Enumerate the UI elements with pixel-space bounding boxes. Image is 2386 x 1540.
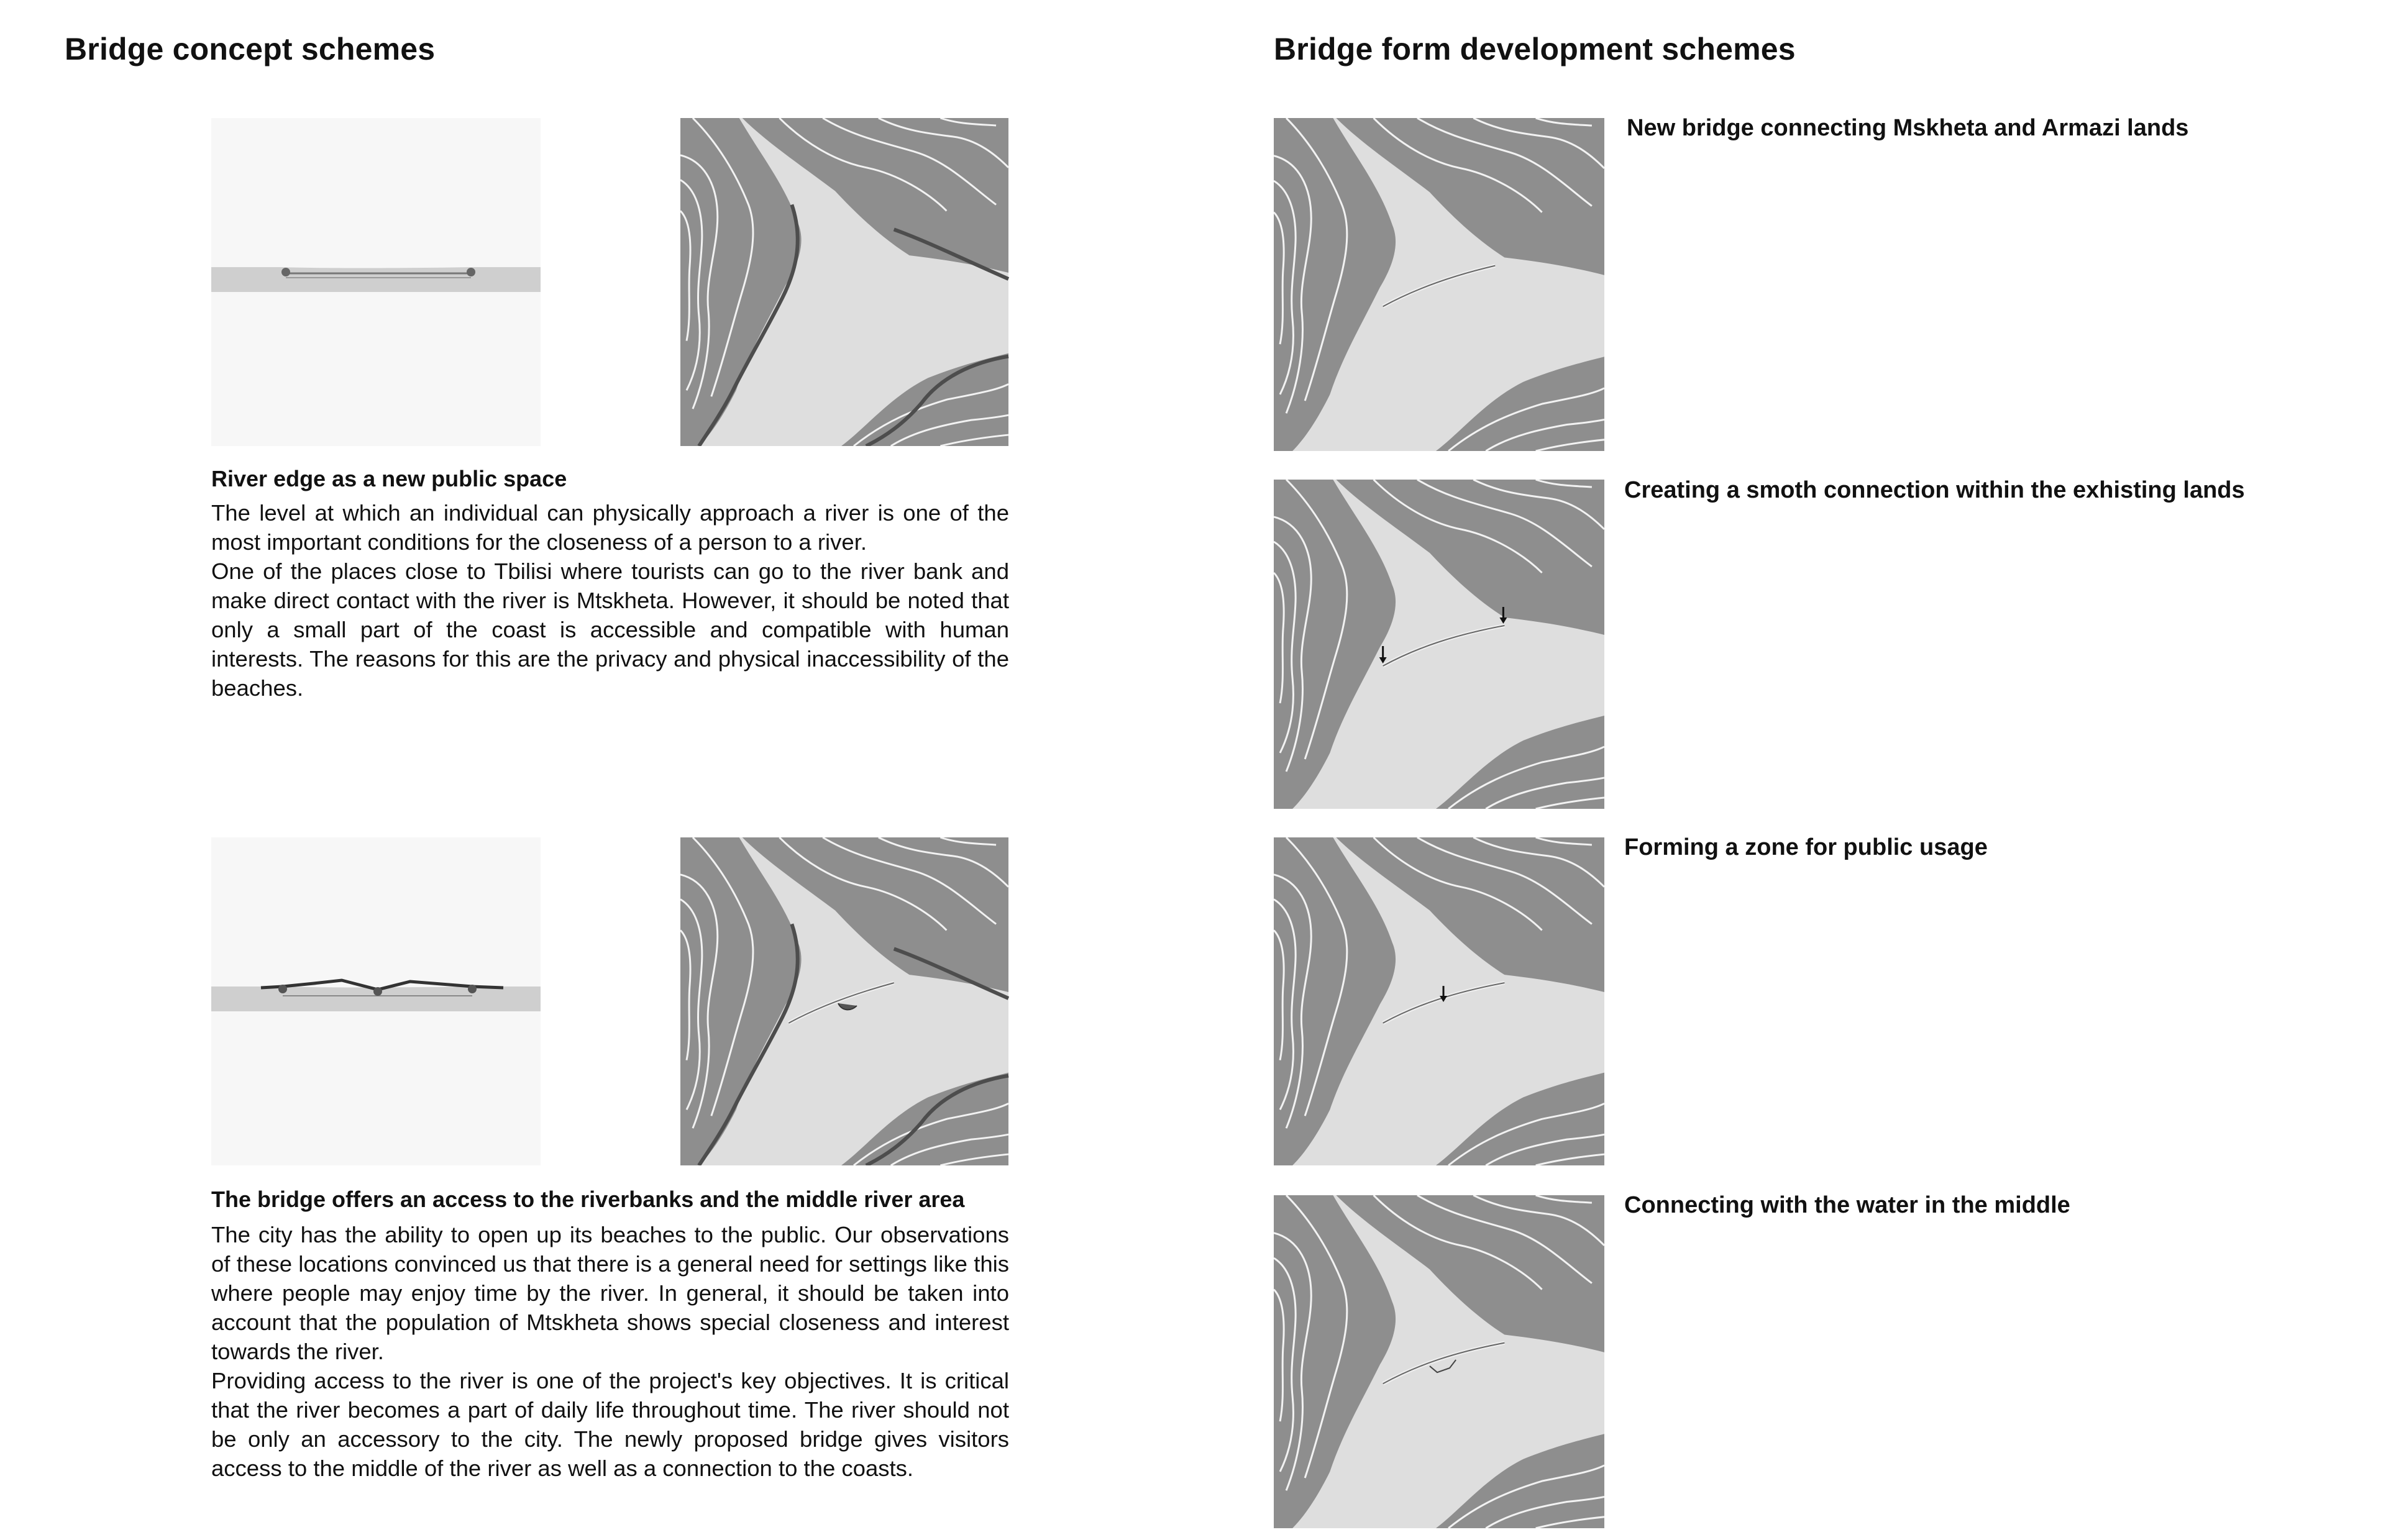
- form-map-1: [1274, 118, 1604, 451]
- section-2-subheading: The bridge offers an access to the riverbanks and the middle river area: [211, 1187, 965, 1212]
- section-2-paragraph-1: The city has the ability to open up its beaches to the public. Our observations of these locations convinced us that there is a general need for settings like this where people may enjoy time by the river. In general, it should be taken into account that the population of Mtskheta shows special closeness and interest towards the river.: [211, 1222, 1009, 1364]
- section-diagram-1: [211, 118, 541, 446]
- left-heading: Bridge concept schemes: [65, 32, 436, 66]
- section-2-body: [211, 1220, 1009, 1483]
- site-map-2: [680, 837, 1009, 1165]
- form-map-4: [1274, 1195, 1604, 1528]
- right-heading: Bridge form development schemes: [1274, 32, 1796, 66]
- form-caption-2: Creating a smoth connection within the exhisting lands: [1624, 477, 2245, 503]
- section-1-paragraph-2: One of the places close to Tbilisi where tourists can go to the river bank and make direct contact with the river is Mtskheta. However, it should be noted that only a small part of the coast is accessible and compatible with human interests. The reasons for this are the privacy and physical inaccessibility of the beaches.: [211, 558, 1009, 701]
- form-caption-1: New bridge connecting Mskheta and Armazi lands: [1627, 115, 2189, 141]
- form-caption-3: Forming a zone for public usage: [1624, 834, 1988, 860]
- section-diagram-2: [211, 837, 541, 1165]
- form-map-3: [1274, 837, 1604, 1165]
- form-caption-4: Connecting with the water in the middle: [1624, 1192, 2070, 1218]
- section-1-subheading: River edge as a new public space: [211, 466, 567, 491]
- section-2-paragraph-2: Providing access to the river is one of the project's key objectives. It is critical that the river becomes a part of daily life throughout time. The river should not be only an accessory to the city. The newly proposed bridge gives visitors access to the middle of the river as well as a connection to the coasts.: [211, 1368, 1009, 1481]
- section-1-body: [211, 498, 1009, 703]
- form-map-2: [1274, 480, 1604, 809]
- section-1-paragraph-1: The level at which an individual can physically approach a river is one of the most important conditions for the closeness of a person to a river.: [211, 500, 1009, 555]
- site-map-1: [680, 118, 1009, 446]
